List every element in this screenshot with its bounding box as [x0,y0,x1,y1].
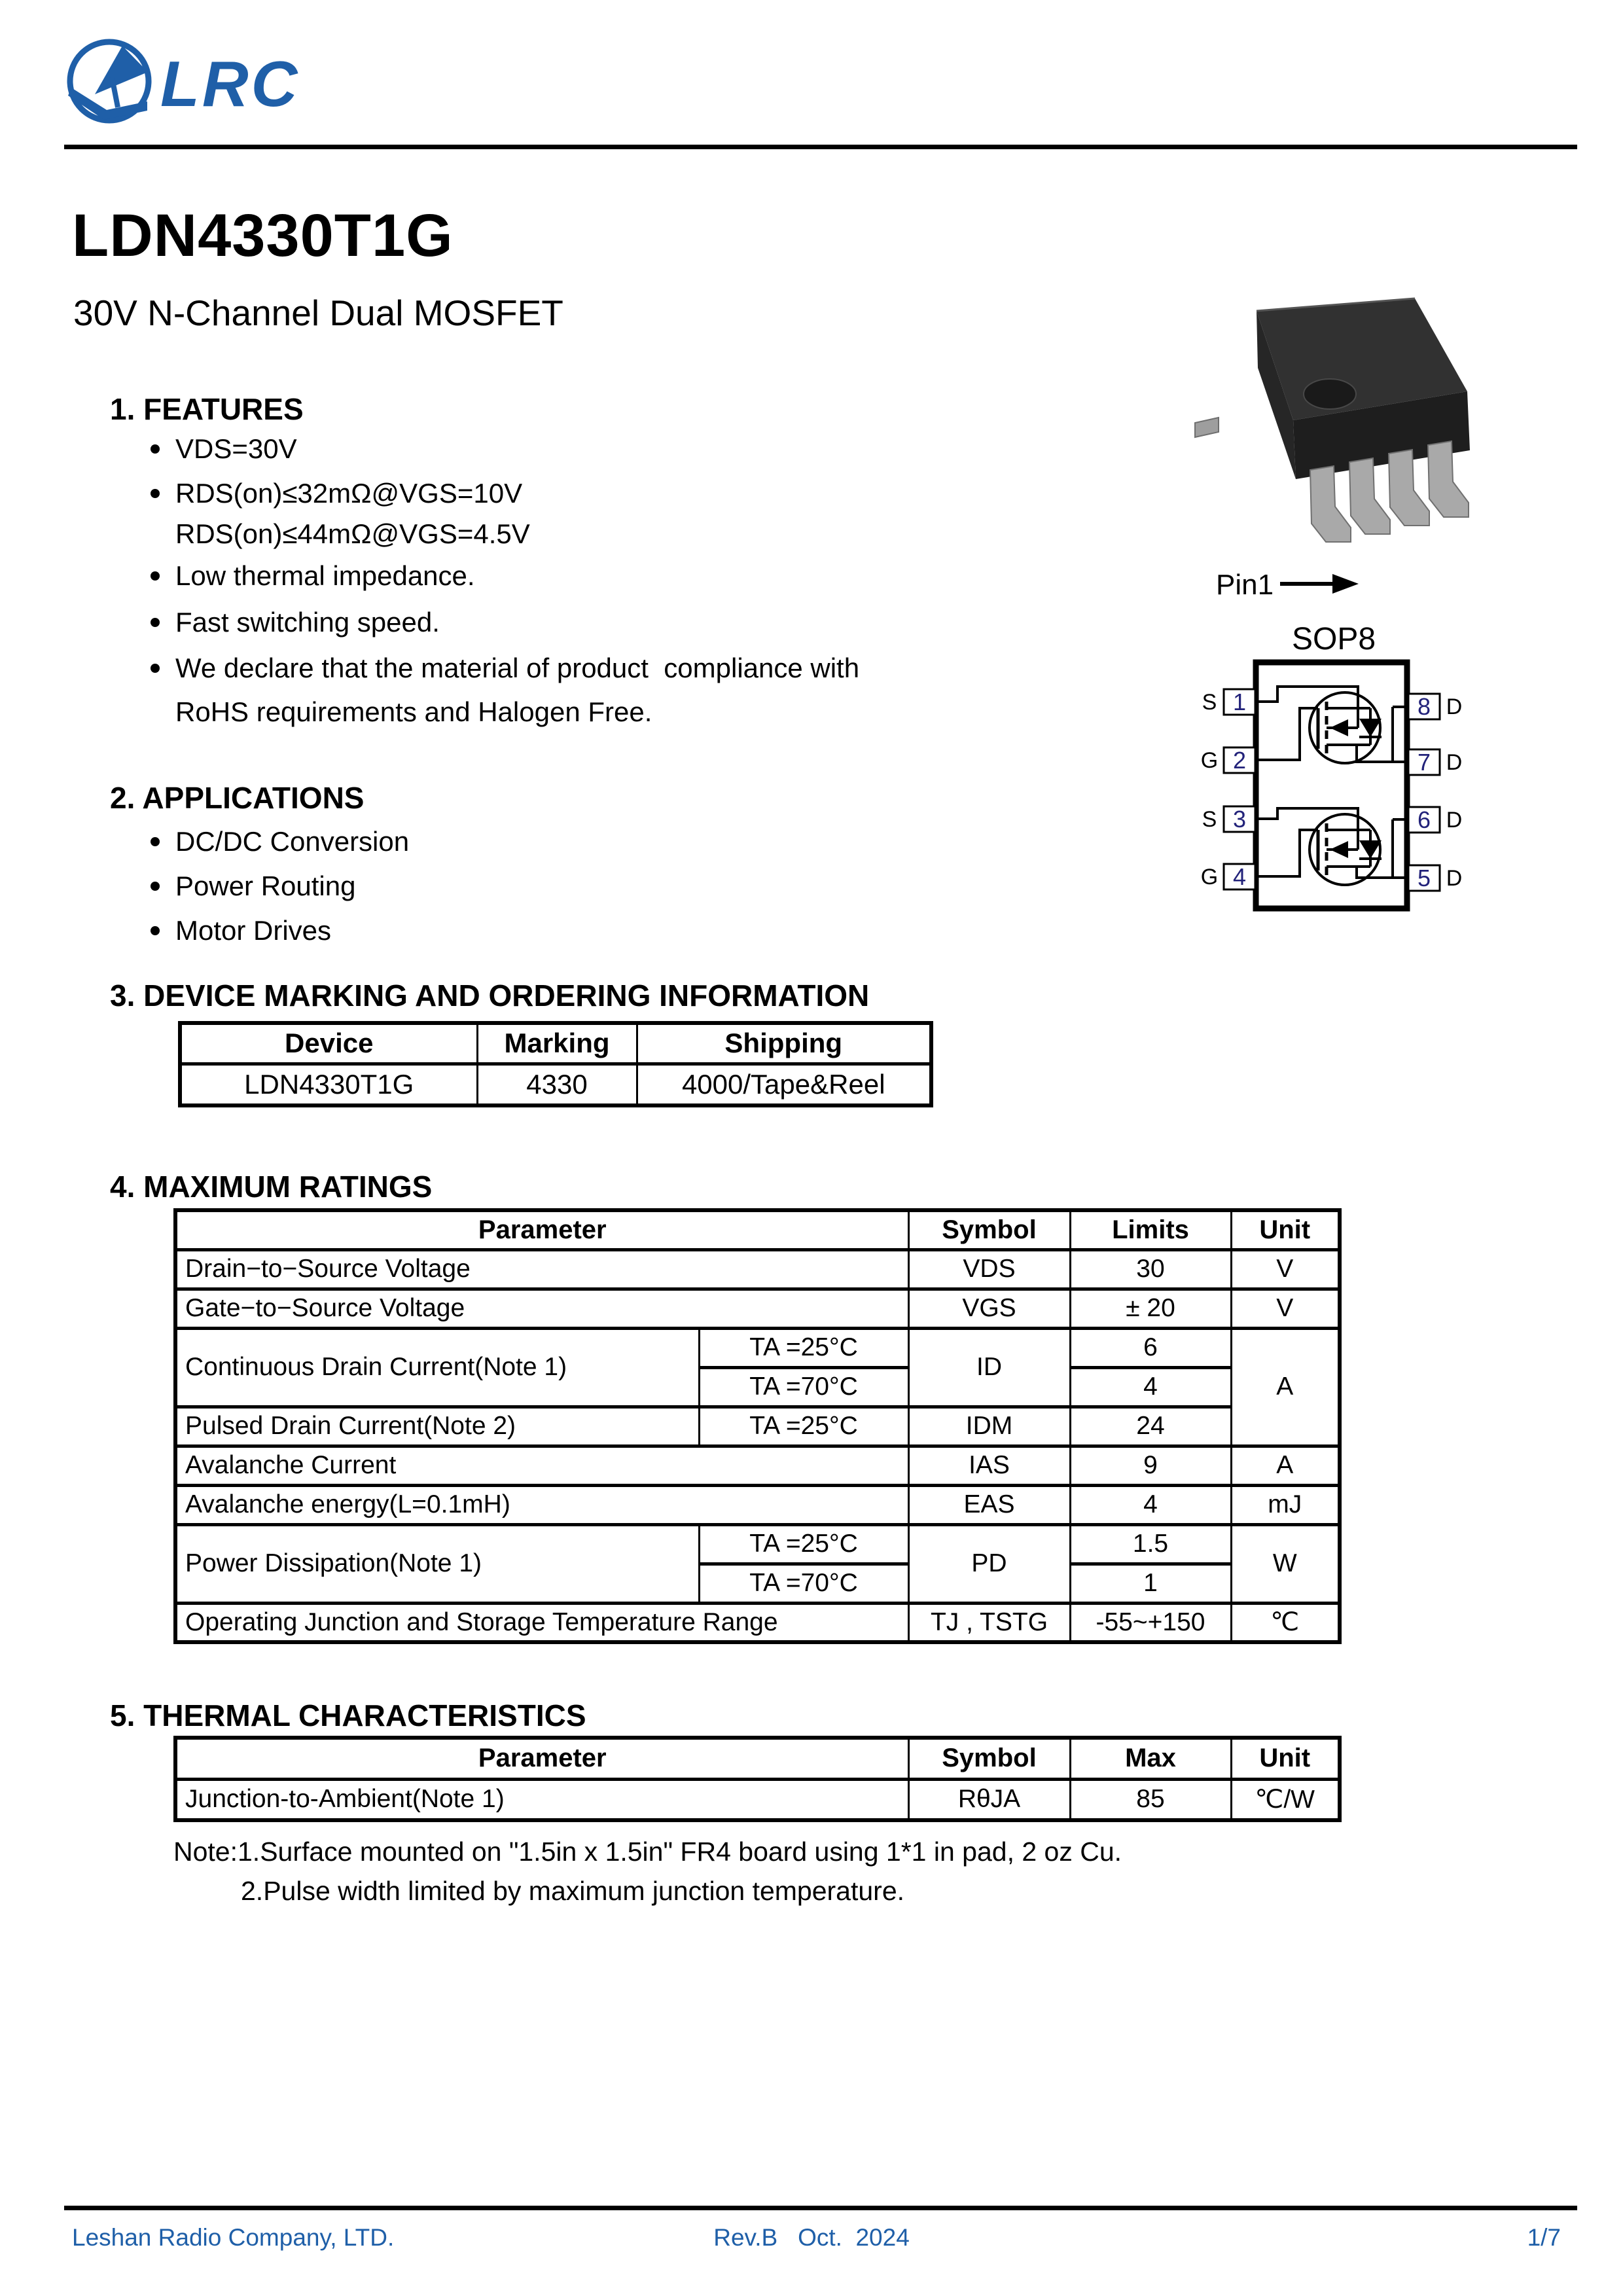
max-cell: 85 [1070,1779,1231,1820]
condition-cell: TA =70°C [699,1367,908,1407]
column-header: Unit [1231,1738,1340,1779]
bullet-icon [151,664,160,673]
pin-label: D [1446,866,1463,891]
symbol-cell: VGS [908,1289,1070,1328]
column-header: Parameter [175,1738,908,1779]
feature-text: We declare that the material of product compliance with [175,653,860,683]
symbol-cell: IDM [908,1407,1070,1446]
limit-cell: 6 [1070,1328,1231,1367]
footer-company: Leshan Radio Company, LTD. [72,2224,395,2251]
feature-text: Low thermal impedance. [175,560,475,591]
symbol-cell: TJ , TSTG [908,1603,1070,1642]
note-line-2: 2.Pulse width limited by maximum junction temperature. [241,1876,905,1906]
application-text: DC/DC Conversion [175,826,410,857]
section-features-heading: 1. FEATURES [110,392,304,426]
bullet-icon [151,571,160,581]
parameter-cell: Junction-to-Ambient(Note 1) [175,1779,908,1820]
column-header: Parameter [175,1210,908,1249]
column-header: Shipping [637,1023,931,1064]
limit-cell: 24 [1070,1407,1231,1446]
bullet-icon [151,882,160,891]
feature-item [151,478,522,509]
footer-revision: Rev.B Oct. 2024 [713,2224,910,2251]
package-pin-icon [1310,466,1351,542]
unit-cell: A [1231,1328,1340,1446]
table-row [175,1485,1340,1524]
feature-item [151,560,475,592]
bullet-icon [151,444,160,454]
section-applications-heading: 2. APPLICATIONS [110,781,365,815]
package-pin-icon [1428,441,1469,517]
package-pin-icon [1389,450,1429,526]
limit-cell: -55~+150 [1070,1603,1231,1642]
package-name-label: SOP8 [1291,622,1376,656]
parameter-cell: Power Dissipation(Note 1) [175,1524,699,1603]
section-max-ratings-heading: 4. MAXIMUM RATINGS [110,1170,433,1204]
pin-label: D [1446,694,1463,719]
unit-cell: ℃/W [1231,1779,1340,1820]
thermal-table [173,1736,1342,1822]
package-pin-icon [1349,458,1390,534]
application-text: Motor Drives [175,915,332,946]
pin1-label: Pin1 [1216,569,1274,601]
section-marking-heading: 3. DEVICE MARKING AND ORDERING INFORMATION [110,978,870,1013]
table-row [175,1249,1340,1289]
bullet-icon [151,837,160,846]
feature-text: RoHS requirements and Halogen Free. [175,696,652,727]
limit-cell: ± 20 [1070,1289,1231,1328]
table-row [175,1603,1340,1642]
unit-cell: W [1231,1524,1340,1603]
application-text: Power Routing [175,870,356,901]
parameter-cell: Operating Junction and Storage Temperature Range [175,1603,908,1642]
feature-item [151,653,859,684]
pin-label: D [1446,750,1463,775]
pin-number: 1 [1232,689,1247,715]
column-header: Symbol [908,1210,1070,1249]
column-header: Marking [477,1023,637,1064]
package-left-pin-icon [1195,418,1219,437]
column-header: Max [1070,1738,1231,1779]
pin-boxes-right [1408,694,1440,891]
pin1-dimple-icon [1304,379,1356,409]
mosfet-symbol-bottom [1255,808,1408,885]
unit-cell: V [1231,1289,1340,1328]
parameter-cell: Gate−to−Source Voltage [175,1289,908,1328]
pin-label: D [1446,808,1463,833]
pin1-arrowhead-icon [1332,574,1359,594]
feature-item [175,696,652,728]
bullet-icon [151,489,160,498]
note-line-1: Note:1.Surface mounted on "1.5in x 1.5in" FR4 board using 1*1 in pad, 2 oz Cu. [173,1837,1122,1867]
pin-number: 5 [1417,865,1431,891]
condition-cell: TA =70°C [699,1564,908,1603]
pin-number: 8 [1417,693,1431,720]
limit-cell: 1 [1070,1564,1231,1603]
unit-cell: V [1231,1249,1340,1289]
pin-number: 3 [1232,806,1247,833]
feature-text: RDS(on)≤32mΩ@VGS=10V [175,478,523,509]
table-row [175,1407,1340,1446]
parameter-cell: Avalanche Current [175,1446,908,1485]
sop8-package-image [1158,281,1492,661]
bullet-icon [151,618,160,627]
limit-cell: 4 [1070,1485,1231,1524]
symbol-cell: EAS [908,1485,1070,1524]
footer-rule [64,2206,1577,2210]
shipping-cell: 4000/Tape&Reel [637,1064,931,1105]
pin-numbers [1233,689,1431,891]
condition-cell: TA =25°C [699,1328,908,1367]
device-cell: LDN4330T1G [180,1064,477,1105]
unit-cell: A [1231,1446,1340,1485]
marking-table [178,1021,933,1107]
parameter-cell: Drain−to−Source Voltage [175,1249,908,1289]
marking-cell: 4330 [477,1064,637,1105]
logo-text: LRC [160,48,300,120]
page-subtitle: 30V N-Channel Dual MOSFET [73,293,563,333]
pin-boxes-left [1224,689,1255,889]
table-row [175,1289,1340,1328]
footer-page-number: 1/7 [1527,2224,1561,2251]
column-header: Limits [1070,1210,1231,1249]
table-row [175,1328,1340,1367]
feature-text: Fast switching speed. [175,607,440,637]
mosfet-symbol-top [1255,687,1408,763]
feature-text: VDS=30V [175,433,297,464]
page-title: LDN4330T1G [72,202,454,269]
pinout-diagram [1198,655,1466,916]
feature-item [175,518,530,550]
pin-number: 6 [1417,806,1431,833]
pin-number: 4 [1232,863,1247,890]
header-rule [64,145,1577,149]
limit-cell: 4 [1070,1367,1231,1407]
symbol-cell: VDS [908,1249,1070,1289]
application-item [151,826,409,857]
section-thermal-heading: 5. THERMAL CHARACTERISTICS [110,1698,586,1732]
limit-cell: 9 [1070,1446,1231,1485]
unit-cell: ℃ [1231,1603,1340,1642]
application-item [151,915,331,946]
pin-number: 2 [1232,747,1247,774]
lrc-logo [62,33,324,130]
pin-label: G [1200,748,1219,773]
limit-cell: 30 [1070,1249,1231,1289]
unit-cell: mJ [1231,1485,1340,1524]
feature-text: RDS(on)≤44mΩ@VGS=4.5V [175,518,530,549]
pin-number: 7 [1417,749,1431,776]
table-row [175,1779,1340,1820]
column-header: Symbol [908,1738,1070,1779]
symbol-cell: PD [908,1524,1070,1603]
table-row [175,1446,1340,1485]
pin-label: G [1200,865,1219,889]
table-row [180,1064,931,1105]
column-header: Device [180,1023,477,1064]
symbol-cell: IAS [908,1446,1070,1485]
condition-cell: TA =25°C [699,1524,908,1564]
application-item [151,870,355,902]
pin-label: S [1202,807,1217,832]
pin-label: S [1202,690,1217,715]
feature-item [151,607,440,638]
parameter-cell: Pulsed Drain Current(Note 2) [175,1407,699,1446]
symbol-cell: ID [908,1328,1070,1407]
limit-cell: 1.5 [1070,1524,1231,1564]
feature-item [151,433,297,465]
condition-cell: TA =25°C [699,1407,908,1446]
column-header: Unit [1231,1210,1340,1249]
max-ratings-table [173,1208,1342,1644]
table-row [175,1524,1340,1564]
parameter-cell: Continuous Drain Current(Note 1) [175,1328,699,1407]
symbol-cell: RθJA [908,1779,1070,1820]
parameter-cell: Avalanche energy(L=0.1mH) [175,1485,908,1524]
bullet-icon [151,926,160,935]
